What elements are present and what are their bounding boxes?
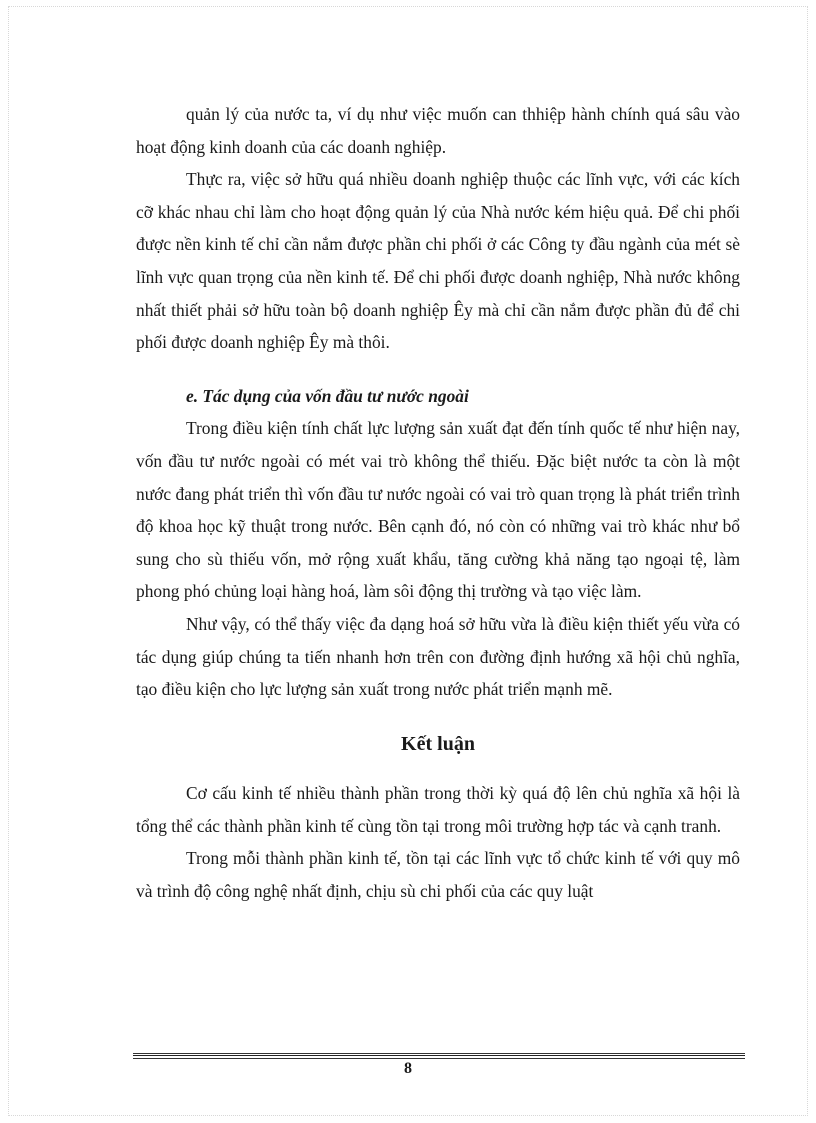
footer-rule-top xyxy=(133,1053,745,1054)
conclusion-title: Kết luận xyxy=(401,732,475,755)
document-body xyxy=(136,98,740,908)
footer-rule-middle xyxy=(133,1055,745,1056)
page-number: 8 xyxy=(404,1060,412,1077)
paragraph-6: Trong mỗi thành phần kinh tế, tồn tại các lĩnh vực tổ chức kinh tế với quy mô và trình độ công nghệ nhất định, chịu sù chi phối của các quy luật xyxy=(136,848,740,902)
paragraph-4: Như vậy, có thể thấy việc đa dạng hoá sở hữu vừa là điều kiện thiết yếu vừa có tác dụng giúp chúng ta tiến nhanh hơn trên con đường định hướng xã hội chủ nghĩa, tạo điều kiện cho lực lượng sản xuất trong nước phát triển mạnh mẽ. xyxy=(136,613,740,700)
paragraph-5: Cơ cấu kinh tế nhiều thành phần trong thời kỳ quá độ lên chủ nghĩa xã hội là tổng thể các thành phần kinh tế cùng tồn tại trong môi trường hợp tác và cạnh tranh. xyxy=(136,783,740,836)
footer-rule-bottom xyxy=(133,1058,745,1059)
paragraph-1: quản lý của nước ta, ví dụ như việc muốn can thhiệp hành chính quá sâu vào hoạt động kinh doanh của các doanh nghiệp. xyxy=(136,104,740,157)
paragraph-2: Thực ra, việc sở hữu quá nhiều doanh nghiệp thuộc các lĩnh vực, với các kích cỡ khác nhau chỉ làm cho hoạt động quản lý của Nhà nước kém hiệu quả. Để chi phối được nền kinh tế chỉ cần nắm được phần chi phối ở các Công ty đầu ngành của mét sè lĩnh vực quan trọng của nền kinh tế. Để chi phối được doanh nghiệp, Nhà nước không nhất thiết phải sở hữu toàn bộ doanh nghiệp Êy mà chỉ cần nắm được phần đủ để chi phối được doanh nghiệp Êy mà thôi. xyxy=(136,169,740,353)
paragraph-3: Trong điều kiện tính chất lực lượng sản xuất đạt đến tính quốc tế như hiện nay, vốn đầu tư nước ngoài có mét vai trò không thể thiếu. Đặc biệt nước ta còn là một nước đang phát triển thì vốn đầu tư nước ngoài có vai trò quan trọng là phát triển trình độ khoa học kỹ thuật trong nước. Bên cạnh đó, nó còn có những vai trò khác như bổ sung cho sù thiếu vốn, mở rộng xuất khẩu, tăng cường khả năng tạo ngoại tệ, làm phong phó chủng loại hàng hoá, làm sôi động thị trường và tạo việc làm. xyxy=(136,418,740,602)
section-heading-e: e. Tác dụng của vốn đầu tư nước ngoài xyxy=(186,385,469,406)
